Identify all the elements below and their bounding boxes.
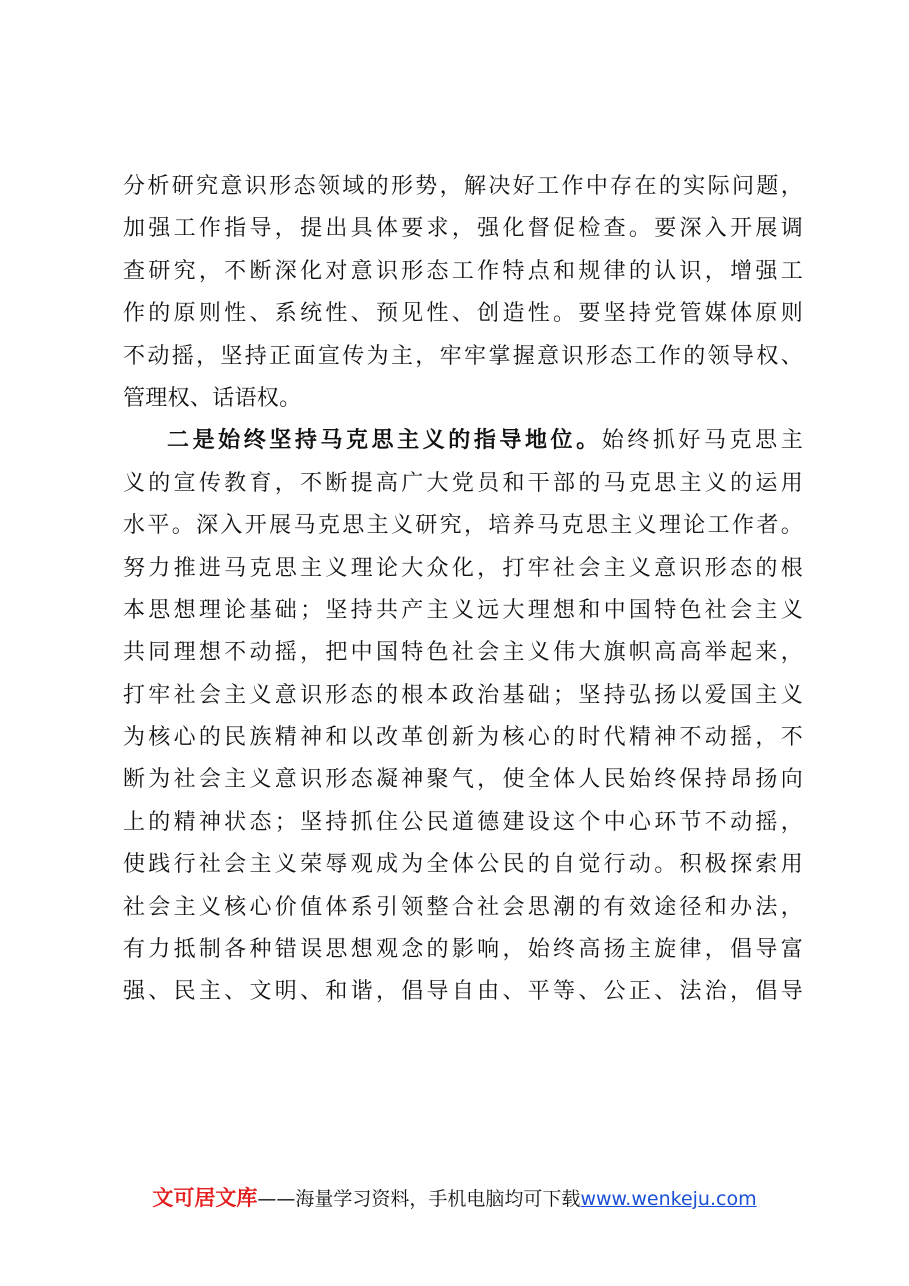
text-line: 断为社会主义意识形态凝神聚气，使全体人民始终保持昂扬向 — [123, 767, 803, 793]
text-line: 为核心的民族精神和以改革创新为核心的时代精神不动摇，不 — [123, 725, 803, 751]
text-line: 水平。深入开展马克思主义研究，培养马克思主义理论工作者。 — [123, 513, 803, 539]
text-line: 有力抵制各种错误思想观念的影响，始终高扬主旋律，倡导富 — [123, 937, 803, 963]
page-footer — [0, 1182, 909, 1212]
text-line: 管理权、话语权。 — [123, 385, 302, 411]
text-line: 不动摇，坚持正面宣传为主，牢牢掌握意识形态工作的领导权、 — [123, 343, 803, 369]
text-line-continuation: 始终抓好马克思主 — [601, 428, 803, 454]
text-line: 作的原则性、系统性、预见性、创造性。要坚持党管媒体原则 — [123, 301, 803, 327]
section-heading: 二是始终坚持马克思主义的指导地位。 — [167, 428, 602, 454]
text-line: 本思想理论基础；坚持共产主义远大理想和中国特色社会主义 — [123, 597, 803, 623]
footer-tagline: ——海量学习资料，手机电脑均可下载 — [257, 1188, 581, 1210]
website-link[interactable]: www.wenkeju.com — [580, 1188, 757, 1210]
text-line: 共同理想不动摇，把中国特色社会主义伟大旗帜高高举起来， — [123, 640, 803, 666]
text-line: 打牢社会主义意识形态的根本政治基础；坚持弘扬以爱国主义 — [123, 682, 803, 708]
brand-name: 文可居文库 — [152, 1186, 258, 1210]
text-line: 上的精神状态；坚持抓住公民道德建设这个中心环节不动摇， — [123, 809, 803, 835]
text-line: 分析研究意识形态领域的形势，解决好工作中存在的实际问题， — [123, 174, 803, 199]
text-line: 查研究，不断深化对意识形态工作特点和规律的认识，增强工 — [123, 258, 803, 284]
text-line: 努力推进马克思主义理论大众化，打牢社会主义意识形态的根 — [123, 555, 803, 581]
text-line: 使践行社会主义荣辱观成为全体公民的自觉行动。积极探索用 — [123, 852, 803, 878]
text-line: 强、民主、文明、和谐，倡导自由、平等、公正、法治，倡导 — [123, 979, 803, 1005]
body-text — [123, 166, 803, 1014]
text-line: 社会主义核心价值体系引领整合社会思潮的有效途径和办法， — [123, 894, 803, 920]
text-line: 加强工作指导，提出具体要求，强化督促检查。要深入开展调 — [123, 216, 803, 242]
text-line: 义的宣传教育，不断提高广大党员和干部的马克思主义的运用 — [123, 470, 803, 496]
paragraph-heading-line — [123, 420, 803, 462]
